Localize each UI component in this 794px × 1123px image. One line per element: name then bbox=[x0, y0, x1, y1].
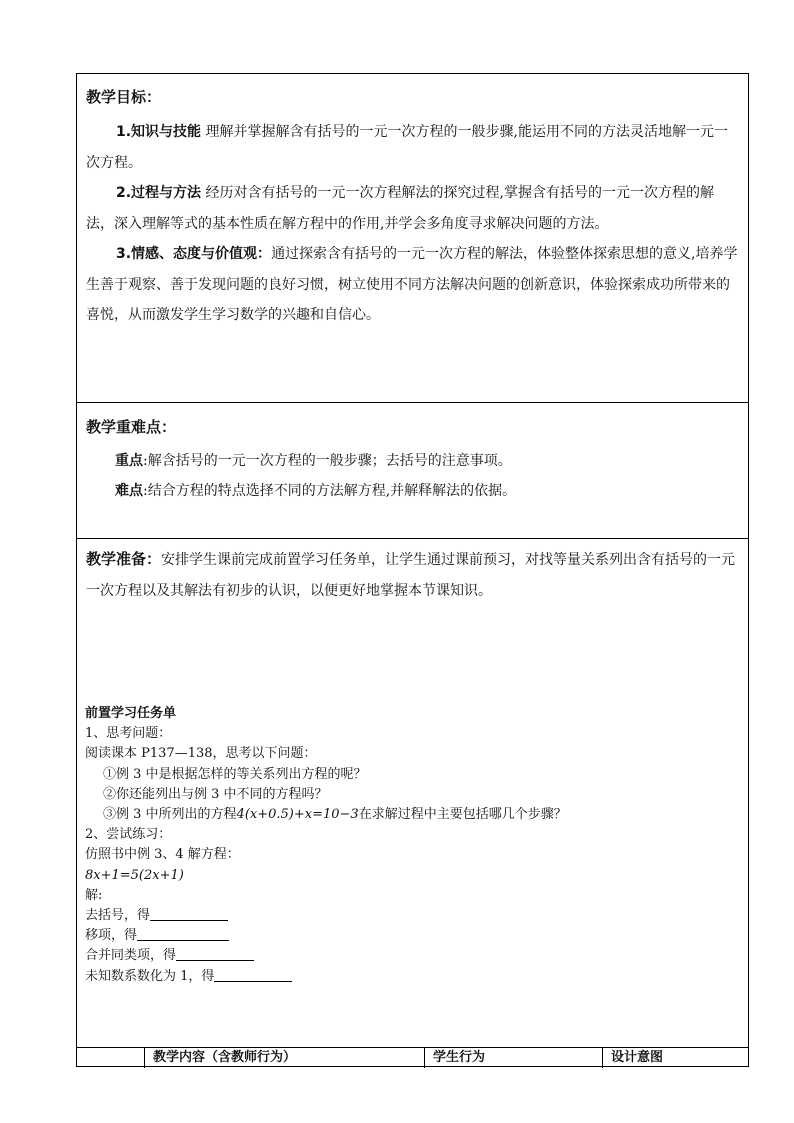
question-1: ①例 3 中是根据怎样的等关系列出方程的呢？ bbox=[103, 766, 367, 782]
preparation-heading: 教学准备： bbox=[86, 550, 162, 568]
header-cell-intent: 设计意图 bbox=[611, 1050, 664, 1065]
teaching-process-table-header bbox=[77, 1048, 748, 1068]
task-title: 前置学习任务单 bbox=[85, 706, 177, 721]
practice-intro: 仿照书中例 3、4 解方程： bbox=[85, 847, 240, 863]
question-3-after: 在求解过程中主要包括哪几个步骤？ bbox=[358, 807, 567, 823]
question-3-equation: 4(x+0.5)+x=10−3 bbox=[236, 807, 359, 823]
header-cell-blank bbox=[77, 1048, 145, 1068]
objective-label: 1.知识与技能 bbox=[116, 124, 202, 140]
objectives-section bbox=[77, 74, 748, 403]
step-label: 合并同类项，得 bbox=[85, 948, 177, 964]
keypoints-section bbox=[77, 403, 748, 539]
step-label: 未知数系数化为 1，得 bbox=[85, 968, 215, 984]
step-normalize-coefficient bbox=[85, 967, 567, 987]
step-label: 移项，得 bbox=[85, 928, 138, 944]
difficult-point-text: :结合方程的特点选择不同的方法解方程,并解释解法的依据。 bbox=[143, 483, 517, 499]
solve-label: 解: bbox=[85, 887, 103, 903]
answer-blank[interactable] bbox=[150, 906, 228, 921]
preparation-section bbox=[77, 539, 748, 1048]
objective-item-knowledge bbox=[86, 117, 741, 178]
practice-heading: 2、尝试练习： bbox=[85, 827, 172, 843]
keypoints-heading: 教学重难点： bbox=[86, 418, 177, 436]
difficult-point-line bbox=[115, 481, 516, 501]
objective-text: 通过探索含有括号的一元一次方程的解法，体验整体探索思想的意义,培养学生善于观察、善于发现问题的良好习惯，树立使用不同方法解决问题的创新意识，体验探索成功所带来的喜悦，从而激发学生学习数学的兴趣和自信心。 bbox=[86, 246, 738, 323]
objectives-heading: 教学目标： bbox=[86, 88, 162, 106]
preparation-text: 安排学生课前完成前置学习任务单，让学生通过课前预习，对找等量关系列出含有括号的一元一次方程以及其解法有初步的认识，以便更好地掌握本节课知识。 bbox=[86, 552, 736, 599]
objectives-list bbox=[86, 117, 741, 331]
key-point-text: :解含括号的一元一次方程的一般步骤；去括号的注意事项。 bbox=[143, 453, 512, 469]
objective-label: 2.过程与方法 bbox=[116, 185, 202, 201]
step-label: 去括号，得 bbox=[85, 908, 151, 924]
objective-text: 经历对含有括号的一元一次方程解法的探究过程,掌握含有括号的一元一次方程的解法，深入理解等式的基本性质在解方程中的作用,并学会多角度寻求解决问题的方法。 bbox=[86, 185, 714, 232]
objective-item-emotion bbox=[86, 239, 741, 331]
key-point-label: 重点 bbox=[115, 453, 143, 469]
step-combine-like-terms bbox=[85, 946, 567, 966]
reading-instruction: 阅读课本 P137—138，思考以下问题： bbox=[85, 746, 317, 762]
objective-text: 理解并掌握解含有括号的一元一次方程的一般步骤,能运用不同的方法灵活地解一元一次方程。 bbox=[86, 124, 728, 171]
think-heading: 1、思考问题： bbox=[85, 726, 172, 742]
objective-item-process bbox=[86, 178, 741, 239]
objective-label: 3.情感、态度与价值观： bbox=[116, 246, 272, 262]
key-point-line bbox=[115, 451, 512, 471]
pre-study-task-sheet bbox=[85, 704, 567, 987]
difficult-point-label: 难点 bbox=[115, 483, 143, 499]
question-3 bbox=[85, 805, 567, 825]
step-expand-brackets bbox=[85, 906, 567, 926]
header-cell-student: 学生行为 bbox=[425, 1048, 603, 1068]
answer-blank[interactable] bbox=[176, 946, 254, 961]
header-cell-content: 教学内容（含教师行为） bbox=[145, 1048, 425, 1068]
question-2: ②你还能列出与例 3 中不同的方程吗？ bbox=[103, 786, 328, 802]
question-3-before: ③例 3 中所列出的方程 bbox=[103, 807, 237, 823]
step-transpose bbox=[85, 926, 567, 946]
answer-blank[interactable] bbox=[137, 926, 229, 941]
practice-equation: 8x+1=5(2x+1) bbox=[85, 867, 184, 883]
lesson-plan-frame bbox=[76, 73, 749, 1067]
preparation-paragraph bbox=[86, 544, 741, 606]
answer-blank[interactable] bbox=[214, 967, 292, 982]
